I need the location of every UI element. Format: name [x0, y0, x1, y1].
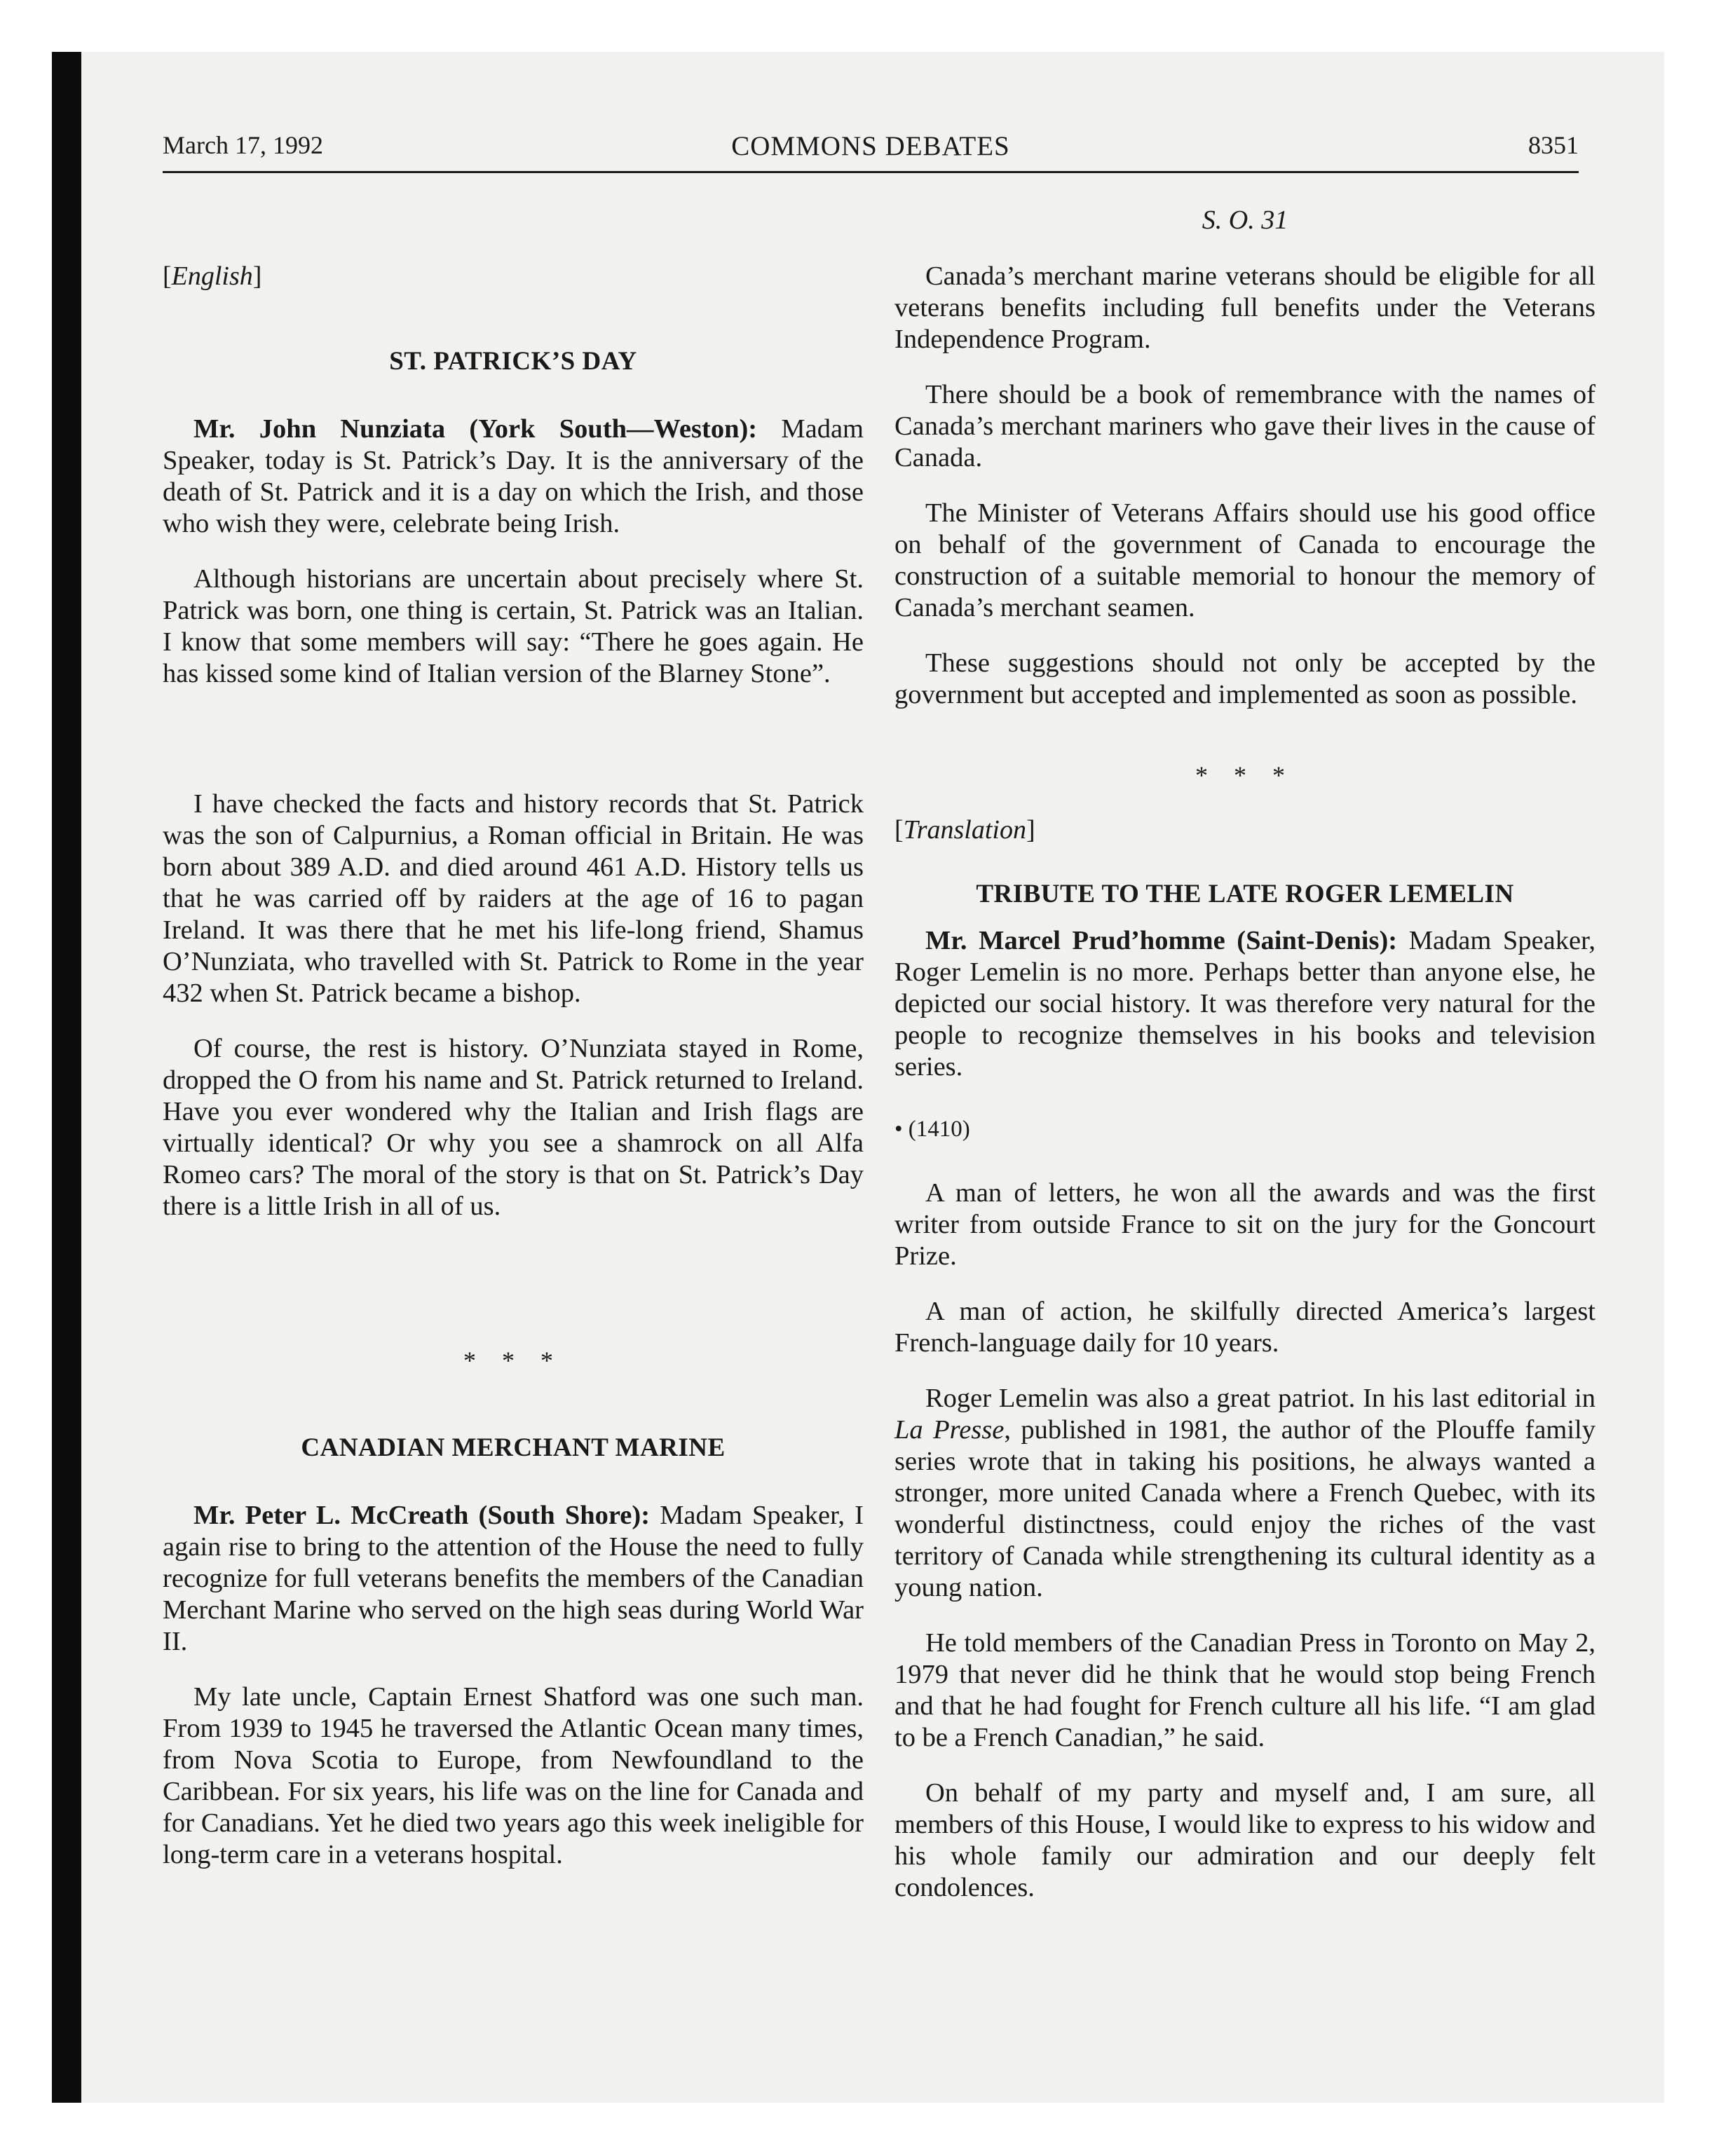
- tribute-text-2: [894, 1178, 1595, 1904]
- tribute-paragraph-1: Mr. Marcel Prud’homme (Saint-Denis): Madam Speaker, Roger Lemelin is no more. Perhaps better than anyone else, he depicted our social history. It was therefore very natural for the people to recognize themselves in his books and television series.: [894, 926, 1596, 1082]
- merchant-marine-paragraph-1: Mr. Peter L. McCreath (South Shore): Madam Speaker, I again rise to bring to the attention of the House the need to fully recognize for full veterans benefits the members of the Canadian Merchant Marine who served on the high seas during World War II.: [163, 1501, 864, 1656]
- st-patrick-paragraph-3-block: [163, 789, 864, 1222]
- time-marker: • (1410): [894, 1117, 970, 1142]
- merchant-marine-paragraph-3: Canada’s merchant marine veterans should be eligible for all veterans benefits including full benefits under the Veterans Independence Program.: [894, 261, 1595, 354]
- page-number: 8351: [1528, 131, 1579, 159]
- section-separator-left: * * *: [463, 1346, 563, 1374]
- st-patrick-paragraph-3: I have checked the facts and history records that St. Patrick was the son of Calpurnius, a Roman official in Britain. He was born about 389 A.D. and died around 461 A.D. History tells us that he was carried off by raiders at the age of 16 to pagan Ireland. It was there that he met his life-long friend, Shamus O’Nunziata, who travelled with St. Patrick to Rome in the year 432 when St. Patrick became a bishop.: [163, 789, 864, 1008]
- merchant-marine-text: [163, 1500, 864, 1871]
- header-date: March 17, 1992: [163, 131, 323, 159]
- tribute-paragraph-6: On behalf of my party and myself and, I am sure, all members of this House, I would like to express to his widow and his whole family our admiration and our deeply felt condolences.: [894, 1778, 1595, 1902]
- header-rule: [163, 171, 1579, 173]
- tribute-paragraph-3: A man of action, he skilfully directed America’s largest French-language daily for 10 years.: [894, 1297, 1595, 1358]
- newspaper-name: La Presse: [894, 1415, 1005, 1445]
- header-publication: COMMONS DEBATES: [731, 131, 1010, 161]
- merchant-marine-continued-text: [894, 261, 1595, 711]
- st-patricks-day-text: [163, 414, 864, 690]
- st-patrick-paragraph-1: Mr. John Nunziata (York South—Weston): Madam Speaker, today is St. Patrick’s Day. It is the anniversary of the death of St. Patrick and it is a day on which the Irish, and those who wish they were, celebrate being Irish.: [163, 414, 864, 538]
- tribute-paragraph-4: Roger Lemelin was also a great patriot. In his last editorial in La Presse, published in 1981, the author of the Plouffe family series wrote that in taking his positions, he always wanted a stronger, more united Canada where a French Quebec, with its wonderful distinctness, could enjoy the riches of the vast territory of Canada while strengthening its cultural identity as a young nation.: [894, 1384, 1595, 1602]
- language-note-english: [English]: [163, 261, 262, 291]
- merchant-marine-paragraph-2: My late uncle, Captain Ernest Shatford was one such man. From 1939 to 1945 he traversed the Atlantic Ocean many times, from Nova Scotia to Europe, from Newfoundland to the Caribbean. For six years, his life was on the line for Canada and for Canadians. Yet he died two years ago this week ineligible for long-term care in a veterans hospital.: [163, 1682, 864, 1869]
- section-separator-right: * * *: [1195, 761, 1295, 789]
- heading-st-patricks-day: ST. PATRICK’S DAY: [389, 347, 637, 376]
- speaker-mccreath: Mr. Peter L. McCreath (South Shore):: [193, 1501, 651, 1530]
- binding-shadow: [52, 52, 81, 2103]
- merchant-marine-paragraph-6: These suggestions should not only be accepted by the government but accepted and implemented as soon as possible.: [894, 648, 1595, 709]
- running-header: [163, 130, 1579, 167]
- heading-tribute-roger-lemelin: TRIBUTE TO THE LATE ROGER LEMELIN: [976, 880, 1514, 908]
- st-patrick-paragraph-4: Of course, the rest is history. O’Nunziata stayed in Rome, dropped the O from his name and St. Patrick returned to Ireland. Have you ever wondered why the Italian and Irish flags are virtually identical? Or why you see a shamrock on all Alfa Romeo cars? The moral of the story is that on St. Patrick’s Day there is a little Irish in all of us.: [163, 1034, 864, 1221]
- st-patrick-paragraph-2: Although historians are uncertain about precisely where St. Patrick was born, one thing is certain, St. Patrick was an Italian. I know that some members will say: “There he goes again. He has kissed some kind of Italian version of the Blarney Stone”.: [163, 564, 864, 688]
- tribute-paragraph-2: A man of letters, he won all the awards and was the first writer from outside France to sit on the jury for the Goncourt Prize.: [894, 1178, 1595, 1271]
- merchant-marine-paragraph-5: The Minister of Veterans Affairs should use his good office on behalf of the government of Canada to encourage the construction of a suitable memorial to honour the memory of Canada’s merchant seamen.: [894, 498, 1595, 622]
- standing-order-label: S. O. 31: [1202, 205, 1288, 235]
- merchant-marine-paragraph-4: There should be a book of remembrance with the names of Canada’s merchant mariners who gave their lives in the cause of Canada.: [894, 380, 1595, 472]
- language-note-translation: [Translation]: [894, 815, 1035, 845]
- tribute-text-1: [894, 925, 1595, 1083]
- speaker-nunziata: Mr. John Nunziata (York South—Weston):: [193, 414, 758, 444]
- tribute-paragraph-5: He told members of the Canadian Press in Toronto on May 2, 1979 that never did he think that he would stop being French and that he had fought for French culture all his life. “I am glad to be a French Canadian,” he said.: [894, 1628, 1595, 1752]
- speaker-prudhomme: Mr. Marcel Prud’homme (Saint-Denis):: [925, 926, 1398, 955]
- heading-canadian-merchant-marine: CANADIAN MERCHANT MARINE: [301, 1433, 726, 1462]
